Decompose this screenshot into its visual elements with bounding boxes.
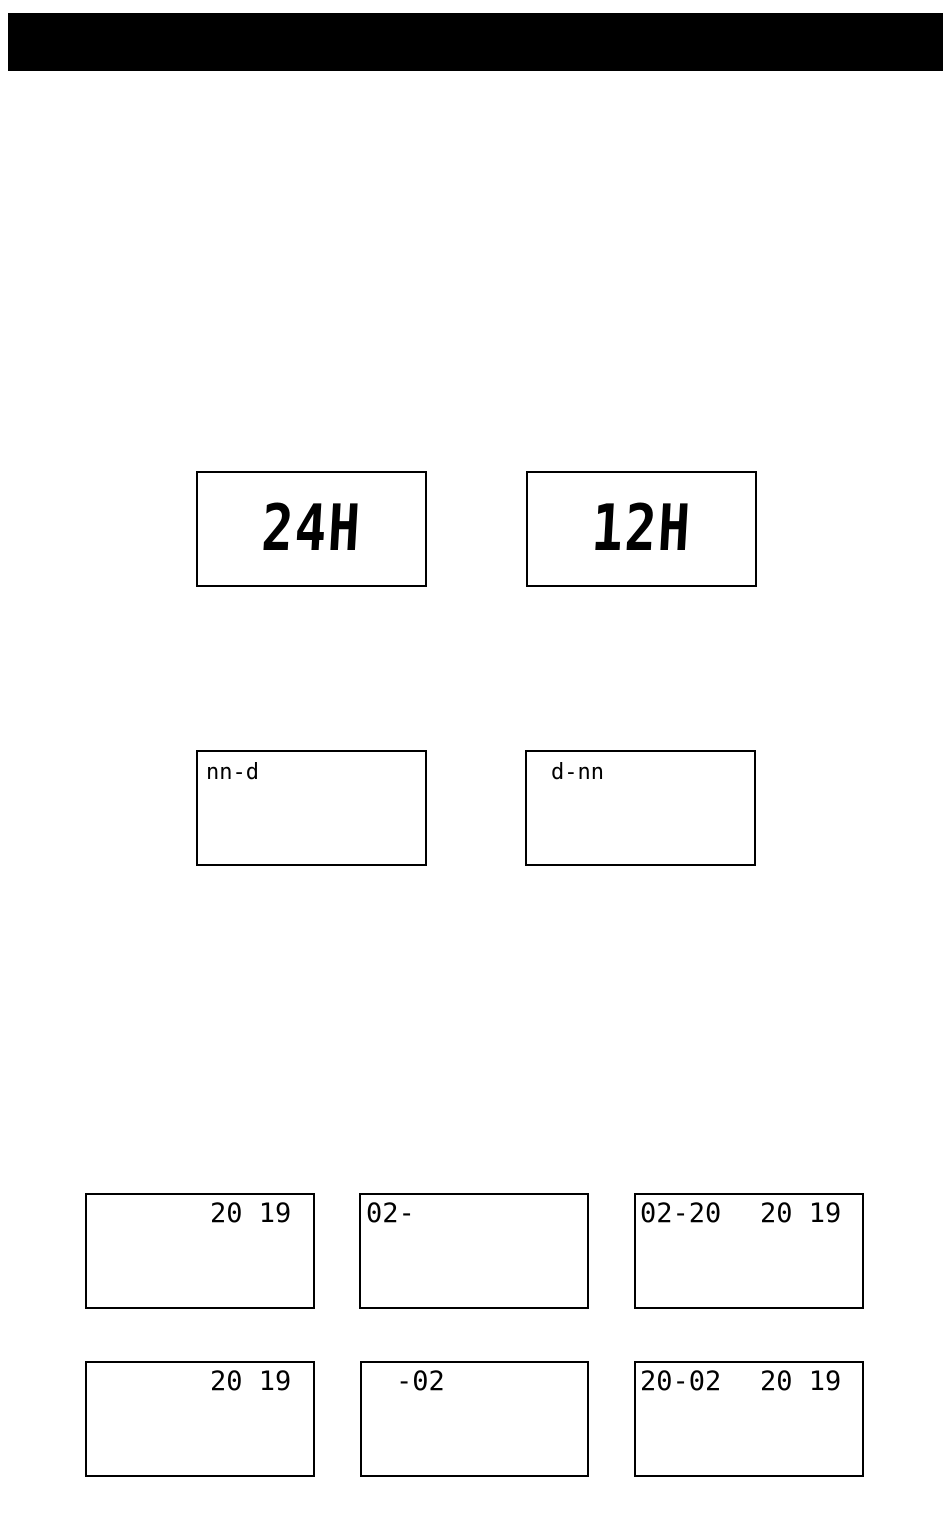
lcd-display-year-2: [85, 1361, 315, 1477]
lcd-display-year-1: [85, 1193, 315, 1309]
lcd-12h-text: 12H: [589, 492, 694, 566]
header-bar: [8, 13, 943, 71]
lcd-full-year-text: 20 19: [760, 1366, 842, 1397]
lcd-display-full-1: [634, 1193, 864, 1309]
lcd-full-year-text: 20 19: [760, 1198, 842, 1229]
lcd-year-text: 20 19: [210, 1366, 292, 1397]
lcd-display-full-2: [634, 1361, 864, 1477]
lcd-24h-text: 24H: [259, 492, 364, 566]
lcd-full-date-text: 02-20: [640, 1198, 722, 1229]
lcd-month-day-text: nn-d: [206, 760, 259, 785]
lcd-month-text: 02-: [366, 1198, 415, 1229]
lcd-display-24h: [196, 471, 427, 587]
lcd-display-month-2: [360, 1361, 589, 1477]
lcd-display-month-day: [196, 750, 427, 866]
lcd-display-day-month: [525, 750, 756, 866]
lcd-day-month-text: d-nn: [551, 760, 604, 785]
lcd-full-date-text: 20-02: [640, 1366, 722, 1397]
lcd-display-12h: [526, 471, 757, 587]
lcd-display-month-1: [359, 1193, 589, 1309]
lcd-month-text: -02: [396, 1366, 445, 1397]
lcd-year-text: 20 19: [210, 1198, 292, 1229]
